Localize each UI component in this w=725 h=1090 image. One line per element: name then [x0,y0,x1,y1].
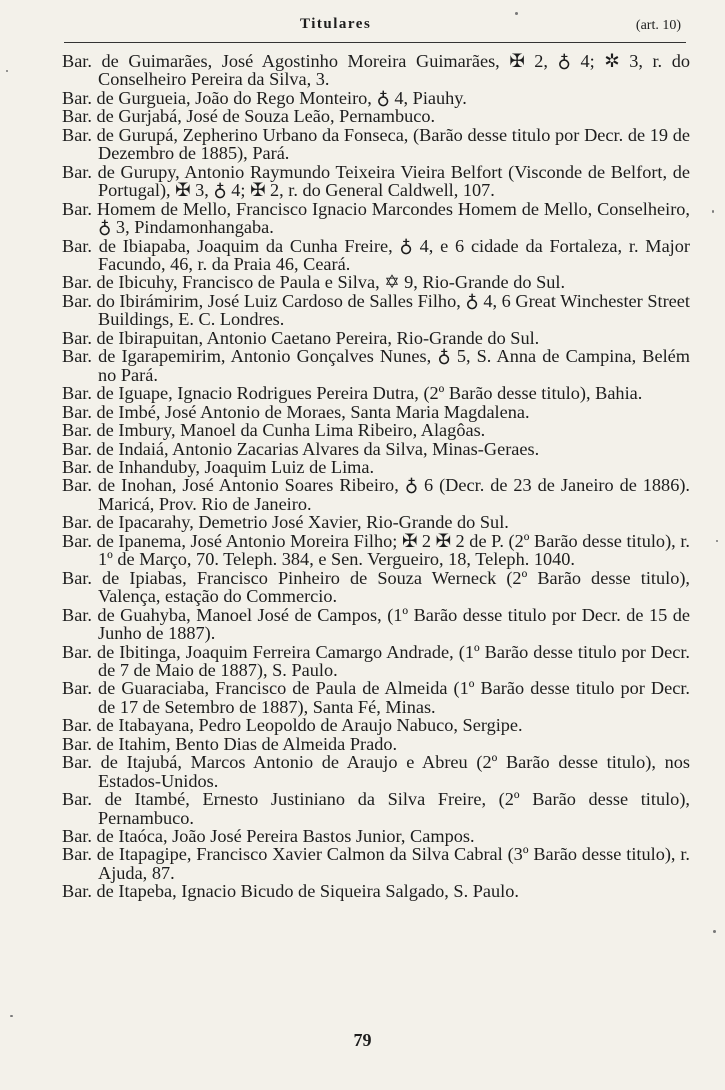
list-item: Bar. de Itambé, Ernesto Justiniano da Silva Freire, (2º Barão desse titulo), Pernambuco. [62,789,690,828]
list-item: Bar. de Inhanduby, Joaquim Luiz de Lima. [62,456,375,477]
list-item: Bar. de Itaóca, João José Pereira Bastos Junior, Campos. [62,826,475,847]
list-item: Bar. de Gurupy, Antonio Raymundo Teixeira Vieira Belfort (Visconde de Belfort, de Portugal), ✠ 3, ♁ 4; ✠ 2, r. do General Caldwell, 107. [62,161,690,201]
print-speck [713,930,716,933]
print-speck [716,540,718,542]
list-item: Bar. de Itabayana, Pedro Leopoldo de Araujo Nabuco, Sergipe. [62,715,523,736]
list-item: Bar. de Ipiabas, Francisco Pinheiro de Souza Werneck (2º Barão desse titulo), Valença, estação do Commercio. [62,567,690,607]
list-item: Bar. de Imbé, José Antonio de Moraes, Santa Maria Magdalena. [62,401,530,422]
print-speck [515,12,518,15]
list-item: Bar. de Imbury, Manoel da Cunha Lima Ribeiro, Alagôas. [62,420,486,441]
print-speck [6,70,8,72]
page-number: 79 [353,1030,372,1050]
list-item: Bar. Homem de Mello, Francisco Ignacio Marcondes Homem de Mello, Conselheiro, ♁ 3, Pindamonhangaba. [62,198,690,238]
list-item: Bar. de Guimarães, José Agostinho Moreira Guimarães, ✠ 2, ♁ 4; ✲ 3, r. do Conselheiro Pereira da Silva, 3. [62,51,690,90]
list-item: Bar. de Itajubá, Marcos Antonio de Araujo e Abreu (2º Barão desse titulo), nos Estados-Unidos. [62,752,690,791]
header-rule [64,42,686,43]
article-reference: (art. 10) [635,18,681,33]
list-item: Bar. do Ibirámirim, José Luiz Cardoso de Salles Filho, ♁ 4, 6 Great Winchester Street Buildings, E. C. Londres. [62,290,690,330]
list-item: Bar. de Ibirapuitan, Antonio Caetano Pereira, Rio-Grande do Sul. [62,327,540,348]
list-item: Bar. de Itapeba, Ignacio Bicudo de Siqueira Salgado, S. Paulo. [62,881,519,902]
list-item: Bar. de Ipacarahy, Demetrio José Xavier, Rio-Grande do Sul. [62,512,509,533]
list-item: Bar. de Ibicuhy, Francisco de Paula e Silva, ✡ 9, Rio-Grande do Sul. [62,272,566,293]
list-item: Bar. de Iguape, Ignacio Rodrigues Pereira Dutra, (2º Barão desse titulo), Bahia. [62,383,643,404]
list-item: Bar. de Gurupá, Zepherino Urbano da Fonseca, (Barão desse titulo por Decr. de 19 de Dezembro de 1885), Pará. [62,124,690,164]
list-item: Bar. de Ibitinga, Joaquim Ferreira Camargo Andrade, (1º Barão desse titulo por Decr. de 7 de Maio de 1887), S. Paulo. [62,641,690,680]
list-item: Bar. de Gurgueia, João do Rego Monteiro, ♁ 4, Piauhy. [62,87,467,108]
print-speck [10,1015,13,1017]
list-item: Bar. de Itapagipe, Francisco Xavier Calmon da Silva Cabral (3º Barão desse titulo), r. Ajuda, 87. [62,844,690,883]
page-header [0,14,725,40]
running-title: Titulares [300,16,372,32]
list-item: Bar. de Guaraciaba, Francisco de Paula de Almeida (1º Barão desse titulo por Decr. de 17 de Setembro de 1887), Santa Fé, Minas. [62,678,690,717]
list-item: Bar. de Guahyba, Manoel José de Campos, (1º Barão desse titulo por Decr. de 15 de Junho de 1887). [62,604,690,644]
list-item: Bar. de Ibiapaba, Joaquim da Cunha Freire, ♁ 4, e 6 cidade da Fortaleza, r. Major Facundo, 46, r. da Praia 46, Ceará. [62,235,690,274]
entry-list [62,52,690,901]
list-item: Bar. de Inohan, José Antonio Soares Ribeiro, ♁ 6 (Decr. de 23 de Janeiro de 1886). Maricá, Prov. Rio de Janeiro. [62,475,690,514]
list-item: Bar. de Indaiá, Antonio Zacarias Alvares da Silva, Minas-Geraes. [62,438,540,459]
print-speck [712,210,714,213]
list-item: Bar. de Gurjabá, José de Souza Leão, Pernambuco. [62,106,436,127]
list-item: Bar. de Ipanema, José Antonio Moreira Filho; ✠ 2 ✠ 2 de P. (2º Barão desse titulo), r. 1º de Março, 70. Teleph. 384, e Sen. Vergueiro, 18, Teleph. 1040. [62,530,690,570]
list-item: Bar. de Igarapemirim, Antonio Gonçalves Nunes, ♁ 5, S. Anna de Campina, Belém no Pará. [62,346,690,385]
list-item: Bar. de Itahim, Bento Dias de Almeida Prado. [62,733,398,754]
